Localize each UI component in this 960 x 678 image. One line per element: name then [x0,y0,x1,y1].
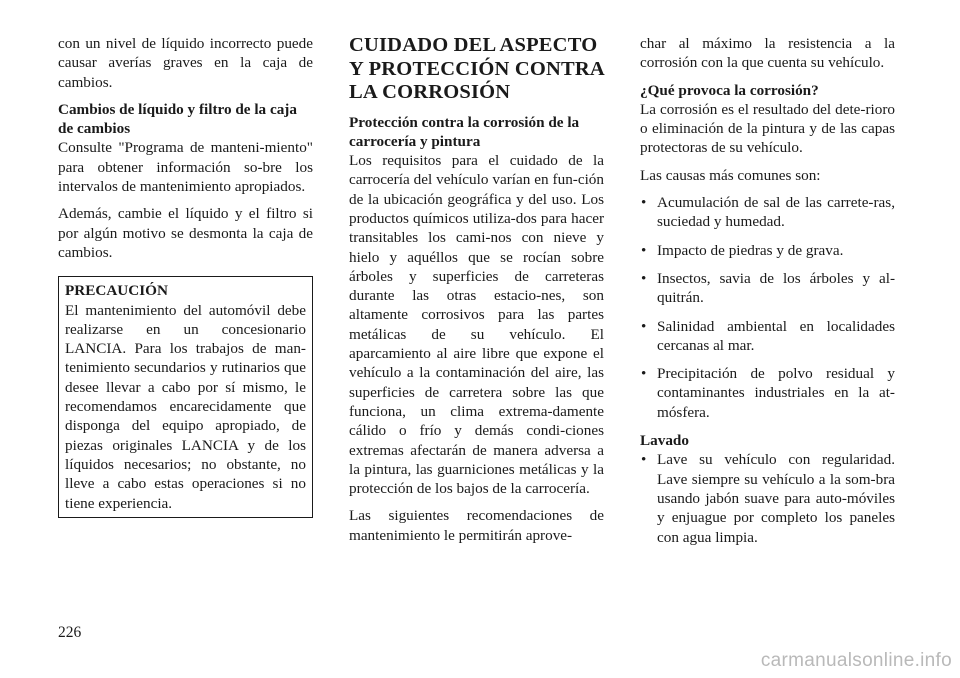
caution-box [58,276,313,518]
list-item: • Precipitación de polvo residual y contaminantes industriales en la at-mósfera. [641,365,895,421]
paragraph: Consulte "Programa de manteni-miento" para obtener información so-bre los intervalos de mantenimiento apropiados. [58,139,313,196]
column-middle [349,34,604,553]
list-item: • Salinidad ambiental en localidades cercanas al mar. [641,317,895,354]
causes-list [640,193,895,422]
watermark: carmanualsonline.info [760,650,952,671]
paragraph: Los requisitos para el cuidado de la carrocería del vehículo varían en fun-ción de la ubicación geográfica y del uso. Los productos químicos utiliza-dos para hacer transitables los cami-nos con nieve y hielo y aquéllos que se rocían sobre árboles y superficies de carreteras durante las otras estacio-nes, son altamente corrosivos para las partes metálicas de su vehículo. El aparcamiento al aire libre que expone el vehículo a la contaminación del aire, las superficies de carretera sobre las que funciona, un clima extrema-damente cálido o frío y demás condi-ciones extremas afectarán de manera adversa a la pintura, las guarniciones metálicas y la protección de los bajos de la carrocería. [349,152,604,498]
bullet-icon: • [641,365,647,383]
paragraph: con un nivel de líquido incorrecto puede causar averías graves en la caja de cambios. [58,35,313,91]
washing-list [640,450,895,546]
column-right [640,34,895,556]
subheading-corrosion-protection: Protección contra la corrosión de la carrocería y pintura [349,113,580,150]
subheading-washing: Lavado [640,432,689,450]
bullet-icon: • [641,241,647,259]
paragraph: Las causas más comunes son: [640,166,821,184]
paragraph: La corrosión es el resultado del dete-rioro o eliminación de la pintura y de las capas protectoras de su vehículo. [640,100,895,157]
section-heading: CUIDADO DEL ASPECTO Y PROTECCIÓN CONTRA LA CORROSIÓN [349,34,604,103]
page-number: 226 [58,624,82,641]
subheading-fluid-filter: Cambios de líquido y filtro de la caja de cambios [58,100,297,138]
paragraph: Las siguientes recomendaciones de mantenimiento le permitirán aprove- [349,507,604,544]
paragraph: char al máximo la resistencia a la corrosión con la que cuenta su vehículo. [640,35,895,72]
column-left [58,34,313,518]
list-item: • Lave su vehículo con regularidad. Lave siempre su vehículo a la som-bra usando jabón suave para auto-móviles y enjuague por completo los paneles con agua limpia. [641,451,895,546]
paragraph: Además, cambie el líquido y el filtro si por algún motivo se desmonta la caja de cambios. [58,205,313,261]
list-item: • Insectos, savia de los árboles y al-quitrán. [641,269,895,307]
bullet-icon: • [641,194,647,212]
bullet-icon: • [641,451,647,469]
list-item: • Impacto de piedras y de grava. [641,241,844,259]
subheading-corrosion-cause: ¿Qué provoca la corrosión? [640,81,819,99]
bullet-icon: • [641,317,647,335]
caution-text: El mantenimiento del automóvil debe realizarse en un concesionario LANCIA. Para los trabajos de man-tenimiento secundarios y rutinarios que desee llevar a cabo por sí mismo, le recomendamos encarecidamente que disponga del equipo apropiado, de piezas originales LANCIA y de los líquidos necesarios; no obstante, no lleve a cabo estas operaciones si no tiene experiencia. [65,301,306,512]
caution-title: PRECAUCIÓN [65,282,168,300]
bullet-icon: • [641,269,647,287]
list-item: • Acumulación de sal de las carrete-ras, suciedad y humedad. [641,194,895,231]
